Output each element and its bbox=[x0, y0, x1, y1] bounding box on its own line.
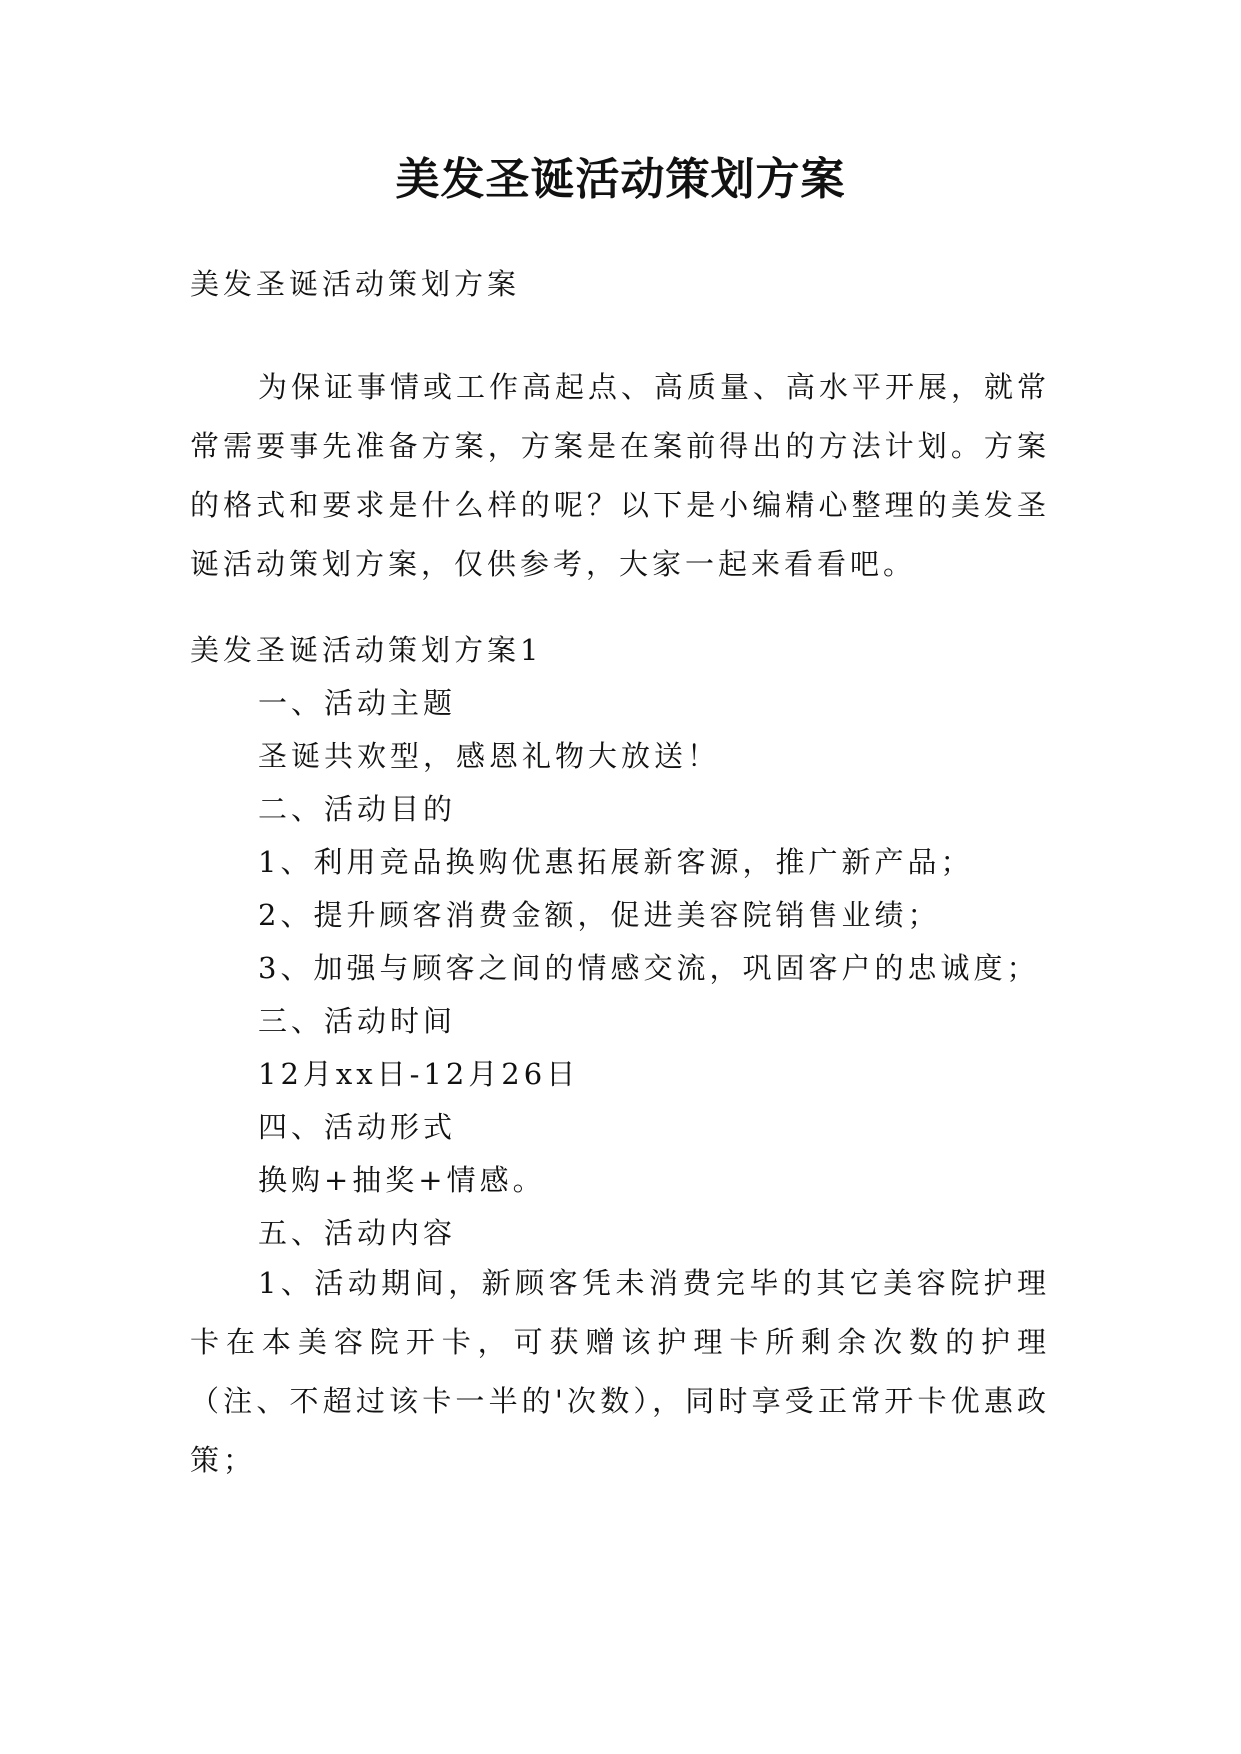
purpose-item-1: 1、利用竞品换购优惠拓展新客源，推广新产品； bbox=[258, 845, 974, 879]
document-title: 美发圣诞活动策划方案 bbox=[395, 154, 846, 205]
theme-text: 圣诞共欢型，感恩礼物大放送！ bbox=[258, 739, 721, 773]
document-subtitle: 美发圣诞活动策划方案 bbox=[190, 267, 521, 301]
heading-purpose: 二、活动目的 bbox=[258, 792, 457, 826]
heading-form: 四、活动形式 bbox=[258, 1110, 457, 1144]
intro-paragraph: 为保证事情或工作高起点、高质量、高水平开展，就常常需要事先准备方案，方案是在案前得出的方法计划。方案的格式和要求是什么样的呢？以下是小编精心整理的美发圣诞活动策划方案，仅供参考，大家一起来看看吧。 bbox=[190, 370, 1051, 581]
time-text: 12月xx日-12月26日 bbox=[258, 1057, 580, 1091]
form-text: 换购+抽奖+情感。 bbox=[258, 1163, 546, 1197]
content-item-1: 1、活动期间，新顾客凭未消费完毕的其它美容院护理卡在本美容院开卡，可获赠该护理卡所剩余次数的护理（注、不超过该卡一半的'次数），同时享受正常开卡优惠政策； bbox=[190, 1266, 1050, 1477]
heading-theme: 一、活动主题 bbox=[258, 686, 457, 720]
purpose-item-3: 3、加强与顾客之间的情感交流，巩固客户的忠诚度； bbox=[258, 951, 1040, 985]
heading-content: 五、活动内容 bbox=[258, 1216, 457, 1250]
section-title: 美发圣诞活动策划方案1 bbox=[190, 633, 543, 667]
purpose-item-2: 2、提升顾客消费金额，促进美容院销售业绩； bbox=[258, 898, 941, 932]
heading-time: 三、活动时间 bbox=[258, 1004, 457, 1038]
